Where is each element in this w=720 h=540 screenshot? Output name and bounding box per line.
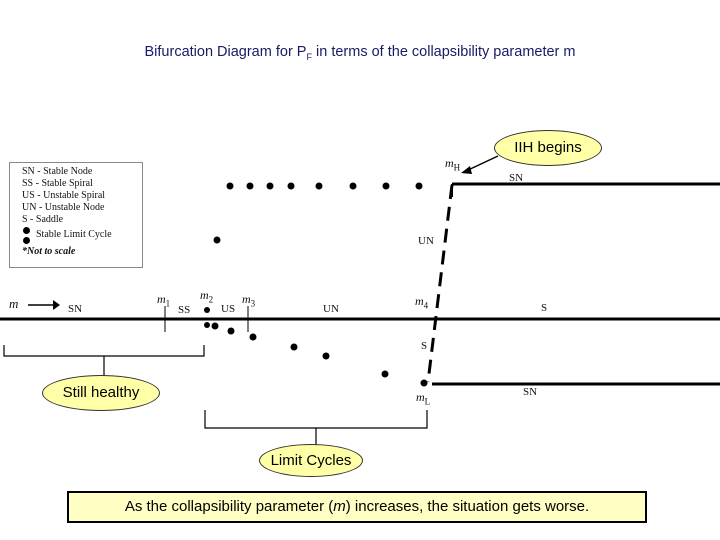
legend-item: S - Saddle [22, 214, 64, 225]
marker-m2: $m_2$ [200, 288, 214, 305]
limit-cycle-dot-lower [382, 371, 389, 378]
summary-callout: As the collapsibility parameter (m) increases, the situation gets worse. [67, 491, 647, 523]
legend-note: *Not to scale [22, 246, 76, 257]
limit-cycle-dot-upper [214, 237, 221, 244]
page-title: Bifurcation Diagram for $P_F$ in terms of the collapsibility parameter m [144, 44, 576, 62]
legend-limit-cycle [22, 226, 138, 246]
limit-cycle-dot-lower [323, 353, 330, 360]
marker-m4: $m_4$ [415, 294, 429, 311]
limit-cycle-dot-icon [23, 237, 30, 244]
legend-limit-cycle-label: Stable Limit Cycle [36, 229, 112, 240]
still-healthy-bubble: Still healthy [42, 375, 160, 411]
healthy-bracket [4, 345, 204, 356]
limit-cycle-dot-lower [291, 344, 298, 351]
limit-cycle-dot-upper [350, 183, 357, 190]
ihh-pointer-line [466, 156, 498, 171]
legend-box [9, 162, 143, 268]
segment-label-s: S [541, 302, 548, 314]
limit-cycle-dot-upper [383, 183, 390, 190]
segment-label-lower-sn: SN [523, 386, 538, 398]
unstable-branch-dashed [428, 185, 452, 382]
segment-label-branch-un: UN [418, 235, 434, 247]
marker-m1: $m_1$ [157, 292, 171, 309]
limit-cycle-dot-axis [204, 322, 210, 328]
limit-cycle-dot-lower [421, 380, 428, 387]
limit-cycle-dot-lower [212, 323, 219, 330]
ihh-pointer-head [461, 166, 472, 174]
legend-item: SS - Stable Spiral [22, 178, 93, 189]
ihh-begins-bubble: IIH begins [494, 130, 602, 166]
limit-cycles-bracket [205, 410, 427, 428]
segment-label-ss: SS [178, 304, 191, 316]
segment-label-us: US [221, 303, 236, 315]
legend-item: UN - Unstable Node [22, 202, 105, 213]
limit-cycle-dot-upper [288, 183, 295, 190]
limit-cycle-dot-upper [416, 183, 423, 190]
limit-cycle-dot-upper [267, 183, 274, 190]
limit-cycle-dot-axis [204, 307, 210, 313]
limit-cycle-dot-upper [316, 183, 323, 190]
limit-cycle-dot-icon [23, 227, 30, 234]
legend-item: SN - Stable Node [22, 166, 93, 177]
marker-m3: $m_3$ [242, 292, 256, 309]
limit-cycle-dot-lower [228, 328, 235, 335]
axis-label-m: m [9, 296, 19, 311]
limit-cycle-dot-lower [250, 334, 257, 341]
marker-mL: $m_L$ [416, 390, 431, 407]
segment-label-upper-sn: SN [509, 172, 524, 184]
segment-label-sn: SN [68, 303, 83, 315]
segment-label-branch-s: S [421, 340, 428, 352]
limit-cycle-dot-upper [247, 183, 254, 190]
axis-arrow-head [53, 300, 60, 310]
segment-label-un: UN [323, 303, 339, 315]
limit-cycles-bubble: Limit Cycles [259, 444, 363, 477]
marker-mH: $m_H$ [445, 156, 461, 173]
legend-item: US - Unstable Spiral [22, 190, 106, 201]
limit-cycle-dot-upper [227, 183, 234, 190]
